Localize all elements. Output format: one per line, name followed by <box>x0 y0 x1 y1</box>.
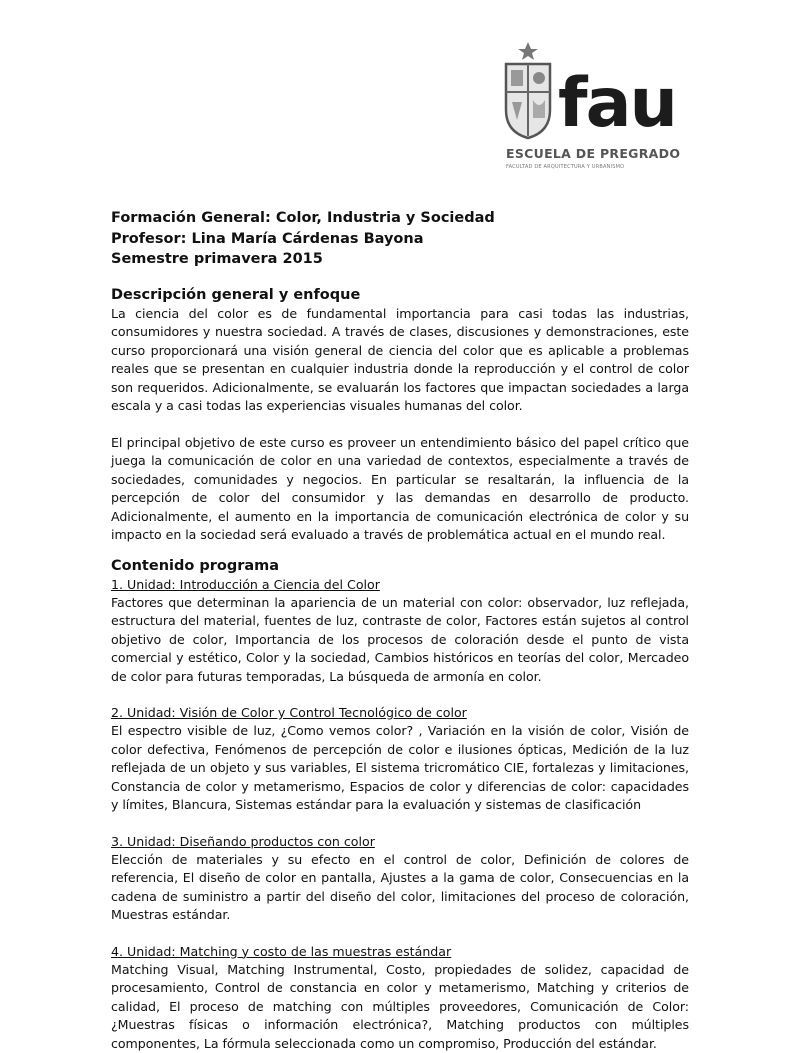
unit-2-body: El espectro visible de luz, ¿Como vemos color? , Variación en la visión de color, Visión de color defectiva, Fenómenos de percepción de color e ilusiones ópticas, Medición de la luz reflejada de un objeto y sus variables, El sistema tricromático CIE, fortalezas y limitaciones, Constancia de color y metamerismo, Espacios de color y diferencias de color: capacidades y límites, Blancura, Sistemas estándar para la evaluación y sistemas de clasificación <box>111 722 689 815</box>
unit-1-body: Factores que determinan la apariencia de un material con color: observador, luz reflejada, estructura del material, fuentes de luz, contraste de color, Factores están sujetos al control objetivo de color, Importancia de los procesos de coloración desde el punto de vista comercial y estético, Color y la sociedad, Cambios históricos en teorías del color, Mercadeo de color para futuras temporadas, La búsqueda de armonía en color. <box>111 594 689 687</box>
description-paragraph-2: El principal objetivo de este curso es proveer un entendimiento básico del papel crítico que juega la comunicación de color en una variedad de contextos, especialmente a través de sociedades, comunidades y negocios. En particular se resaltarán, la influencia de la percepción de color del consumidor y las demandas en desarrollo de producto. Adicionalmente, el aumento en la importancia de comunicación electrónica de color y su impacto en la sociedad será evaluado a través de problemática actual en el mundo real. <box>111 434 689 545</box>
document-body <box>111 208 689 1053</box>
course-title: Formación General: Color, Industria y Sociedad <box>111 208 689 229</box>
logo-school-name: ESCUELA DE PREGRADO <box>506 146 680 161</box>
logo-faculty-name: FACULTAD DE ARQUITECTURA Y URBANISMO <box>506 164 624 170</box>
unit-4-body: Matching Visual, Matching Instrumental, Costo, propiedades de solidez, capacidad de procesamiento, Control de constancia en color y metamerismo, Matching y criterios de calidad, El proceso de matching con múltiples proveedores, Comunicación de Color: ¿Muestras físicas o información electrónica?, Matching productos con múltiples componentes, La fórmula seleccionada como un compromiso, Producción del estándar. <box>111 961 689 1053</box>
unit-1-title: 1. Unidad: Introducción a Ciencia del Color <box>111 576 689 594</box>
course-professor: Profesor: Lina María Cárdenas Bayona <box>111 229 689 250</box>
description-heading: Descripción general y enfoque <box>111 286 689 305</box>
fau-logo <box>500 40 680 180</box>
logo-wordmark: fau <box>558 70 676 138</box>
unit-3-body: Elección de materiales y su efecto en el control de color, Definición de colores de referencia, El diseño de color en pantalla, Ajustes a la gama de color, Consecuencias en la cadena de suministro a partir del diseño del color, limitaciones del proceso de coloración, Muestras estándar. <box>111 851 689 925</box>
unit-2-title: 2. Unidad: Visión de Color y Control Tecnológico de color <box>111 704 689 722</box>
course-semester: Semestre primavera 2015 <box>111 249 689 270</box>
program-heading: Contenido programa <box>111 557 689 576</box>
university-crest-icon <box>500 40 556 140</box>
unit-4-title: 4. Unidad: Matching y costo de las muestras estándar <box>111 943 689 961</box>
unit-3-title: 3. Unidad: Diseñando productos con color <box>111 833 689 851</box>
description-paragraph-1: La ciencia del color es de fundamental importancia para casi todas las industrias, consumidores y nuestra sociedad. A través de clases, discusiones y demonstraciones, este curso proporcionará una visión general de ciencia del color que es aplicable a problemas reales que se presentan en cualquier industria donde la reproducción y el control de color son requeridos. Adicionalmente, se evaluarán los factores que impactan sociedades a larga escala y a casi todas las experiencias visuales humanas del color. <box>111 305 689 416</box>
course-header <box>111 208 689 270</box>
